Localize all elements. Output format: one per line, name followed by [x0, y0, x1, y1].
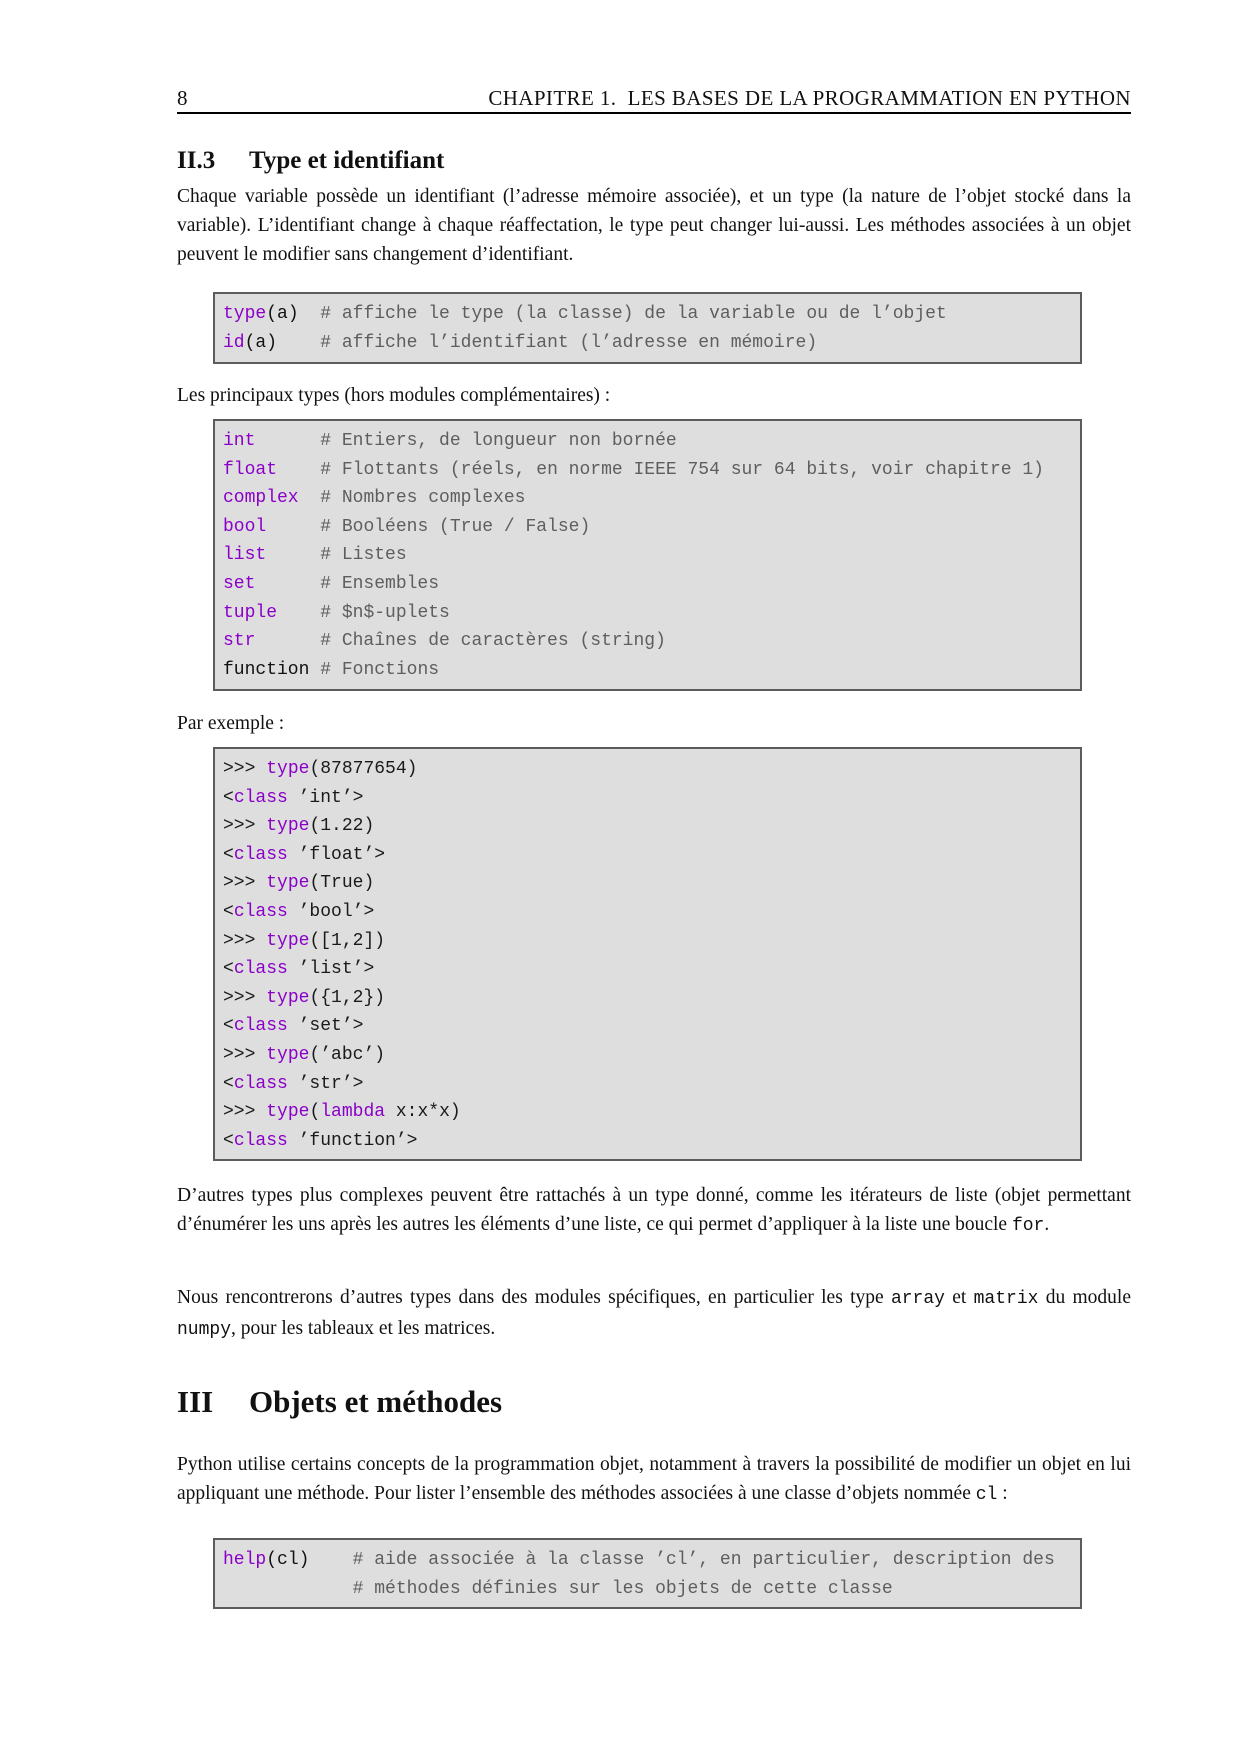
code-line: type(a) # affiche le type (la classe) de la variable ou de l’objet — [223, 304, 947, 324]
running-header — [177, 86, 1131, 114]
type-row: bool # Booléens (True / False) — [223, 516, 591, 537]
repl-line: <class ’int’> — [223, 787, 364, 808]
repl-line: <class ’list’> — [223, 959, 375, 980]
section-title: Objets et méthodes — [249, 1384, 503, 1419]
chapter-title: CHAPITRE 1. LES BASES DE LA PROGRAMMATION EN PYTHON — [488, 86, 1131, 110]
inline-code: numpy — [177, 1320, 232, 1340]
repl-line: >>> type(True) — [223, 873, 375, 894]
type-row: str # Chaînes de caractères (string) — [223, 631, 666, 652]
type-row: tuple # $n$-uplets — [223, 602, 450, 623]
section-heading-3 — [177, 1384, 502, 1420]
example-intro: Par exemple : — [177, 713, 285, 734]
code-block-help — [213, 1538, 1082, 1609]
other-types-paragraph: D’autres types plus complexes peuvent être rattachés à un type donné, comme les itérateurs de liste (objet permettant d’énumérer les uns après les autres les éléments d’une liste, ce qui permet d’appliquer à la liste une boucle for. — [177, 1185, 1131, 1236]
repl-line: >>> type(1.22) — [223, 816, 375, 837]
repl-line: <class ’float’> — [223, 844, 386, 865]
modules-paragraph: Nous rencontrerons d’autres types dans des modules spécifiques, en particulier les type array et matrix du module numpy, pour les tableaux et les matrices. — [177, 1287, 1132, 1340]
inline-code: array — [890, 1289, 945, 1309]
code-line: help(cl) # aide associée à la classe ’cl’, en particulier, description des — [223, 1550, 1055, 1570]
repl-line: >>> type(87877654) — [223, 759, 418, 779]
code-block-type-id — [213, 292, 1082, 364]
section-number: II.3 — [177, 147, 216, 174]
inline-code: for — [1011, 1216, 1045, 1236]
type-row: float # Flottants (réels, en norme IEEE 754 sur 64 bits, voir chapitre 1) — [223, 459, 1044, 480]
code-block-repl-example — [213, 747, 1082, 1161]
section-number: III — [177, 1384, 214, 1419]
type-row: complex # Nombres complexes — [223, 488, 526, 509]
objects-intro-paragraph: Python utilise certains concepts de la programmation objet, notamment à travers la possibilité de modifier un objet en lui appliquant une méthode. Pour lister l’ensemble des méthodes associées à une classe d’objets nommée cl : — [177, 1454, 1131, 1505]
type-row: function # Fonctions — [223, 659, 440, 680]
type-row: int # Entiers, de longueur non bornée — [223, 431, 677, 451]
inline-code: matrix — [973, 1289, 1039, 1309]
code-line: id(a) # affiche l’identifiant (l’adresse en mémoire) — [223, 332, 818, 353]
section-heading-2-3 — [177, 147, 444, 175]
repl-line: >>> type({1,2}) — [223, 987, 386, 1008]
repl-line: <class ’set’> — [223, 1016, 364, 1037]
code-line: # méthodes définies sur les objets de cette classe — [352, 1578, 893, 1599]
section-title: Type et identifiant — [249, 147, 445, 174]
repl-line: >>> type([1,2]) — [223, 930, 386, 951]
type-row: list # Listes — [223, 545, 407, 566]
repl-line: <class ’str’> — [223, 1073, 364, 1094]
repl-line: >>> type(lambda x:x*x) — [223, 1102, 461, 1123]
types-intro: Les principaux types (hors modules complémentaires) : — [177, 385, 611, 406]
type-row: set # Ensembles — [223, 573, 440, 594]
repl-line: <class ’bool’> — [223, 901, 375, 922]
page-number: 8 — [177, 86, 188, 110]
code-block-types — [213, 419, 1082, 691]
repl-line: >>> type(’abc’) — [223, 1044, 386, 1065]
inline-code: cl — [975, 1485, 998, 1505]
intro-paragraph: Chaque variable possède un identifiant (l’adresse mémoire associée), et un type (la nature de l’objet stocké dans la variable). L’identifiant change à chaque réaffectation, le type peut changer lui-aussi. Les méthodes associées à un objet peuvent le modifier sans changement d’identifiant. — [177, 186, 1131, 265]
repl-line: <class ’function’> — [223, 1130, 418, 1151]
